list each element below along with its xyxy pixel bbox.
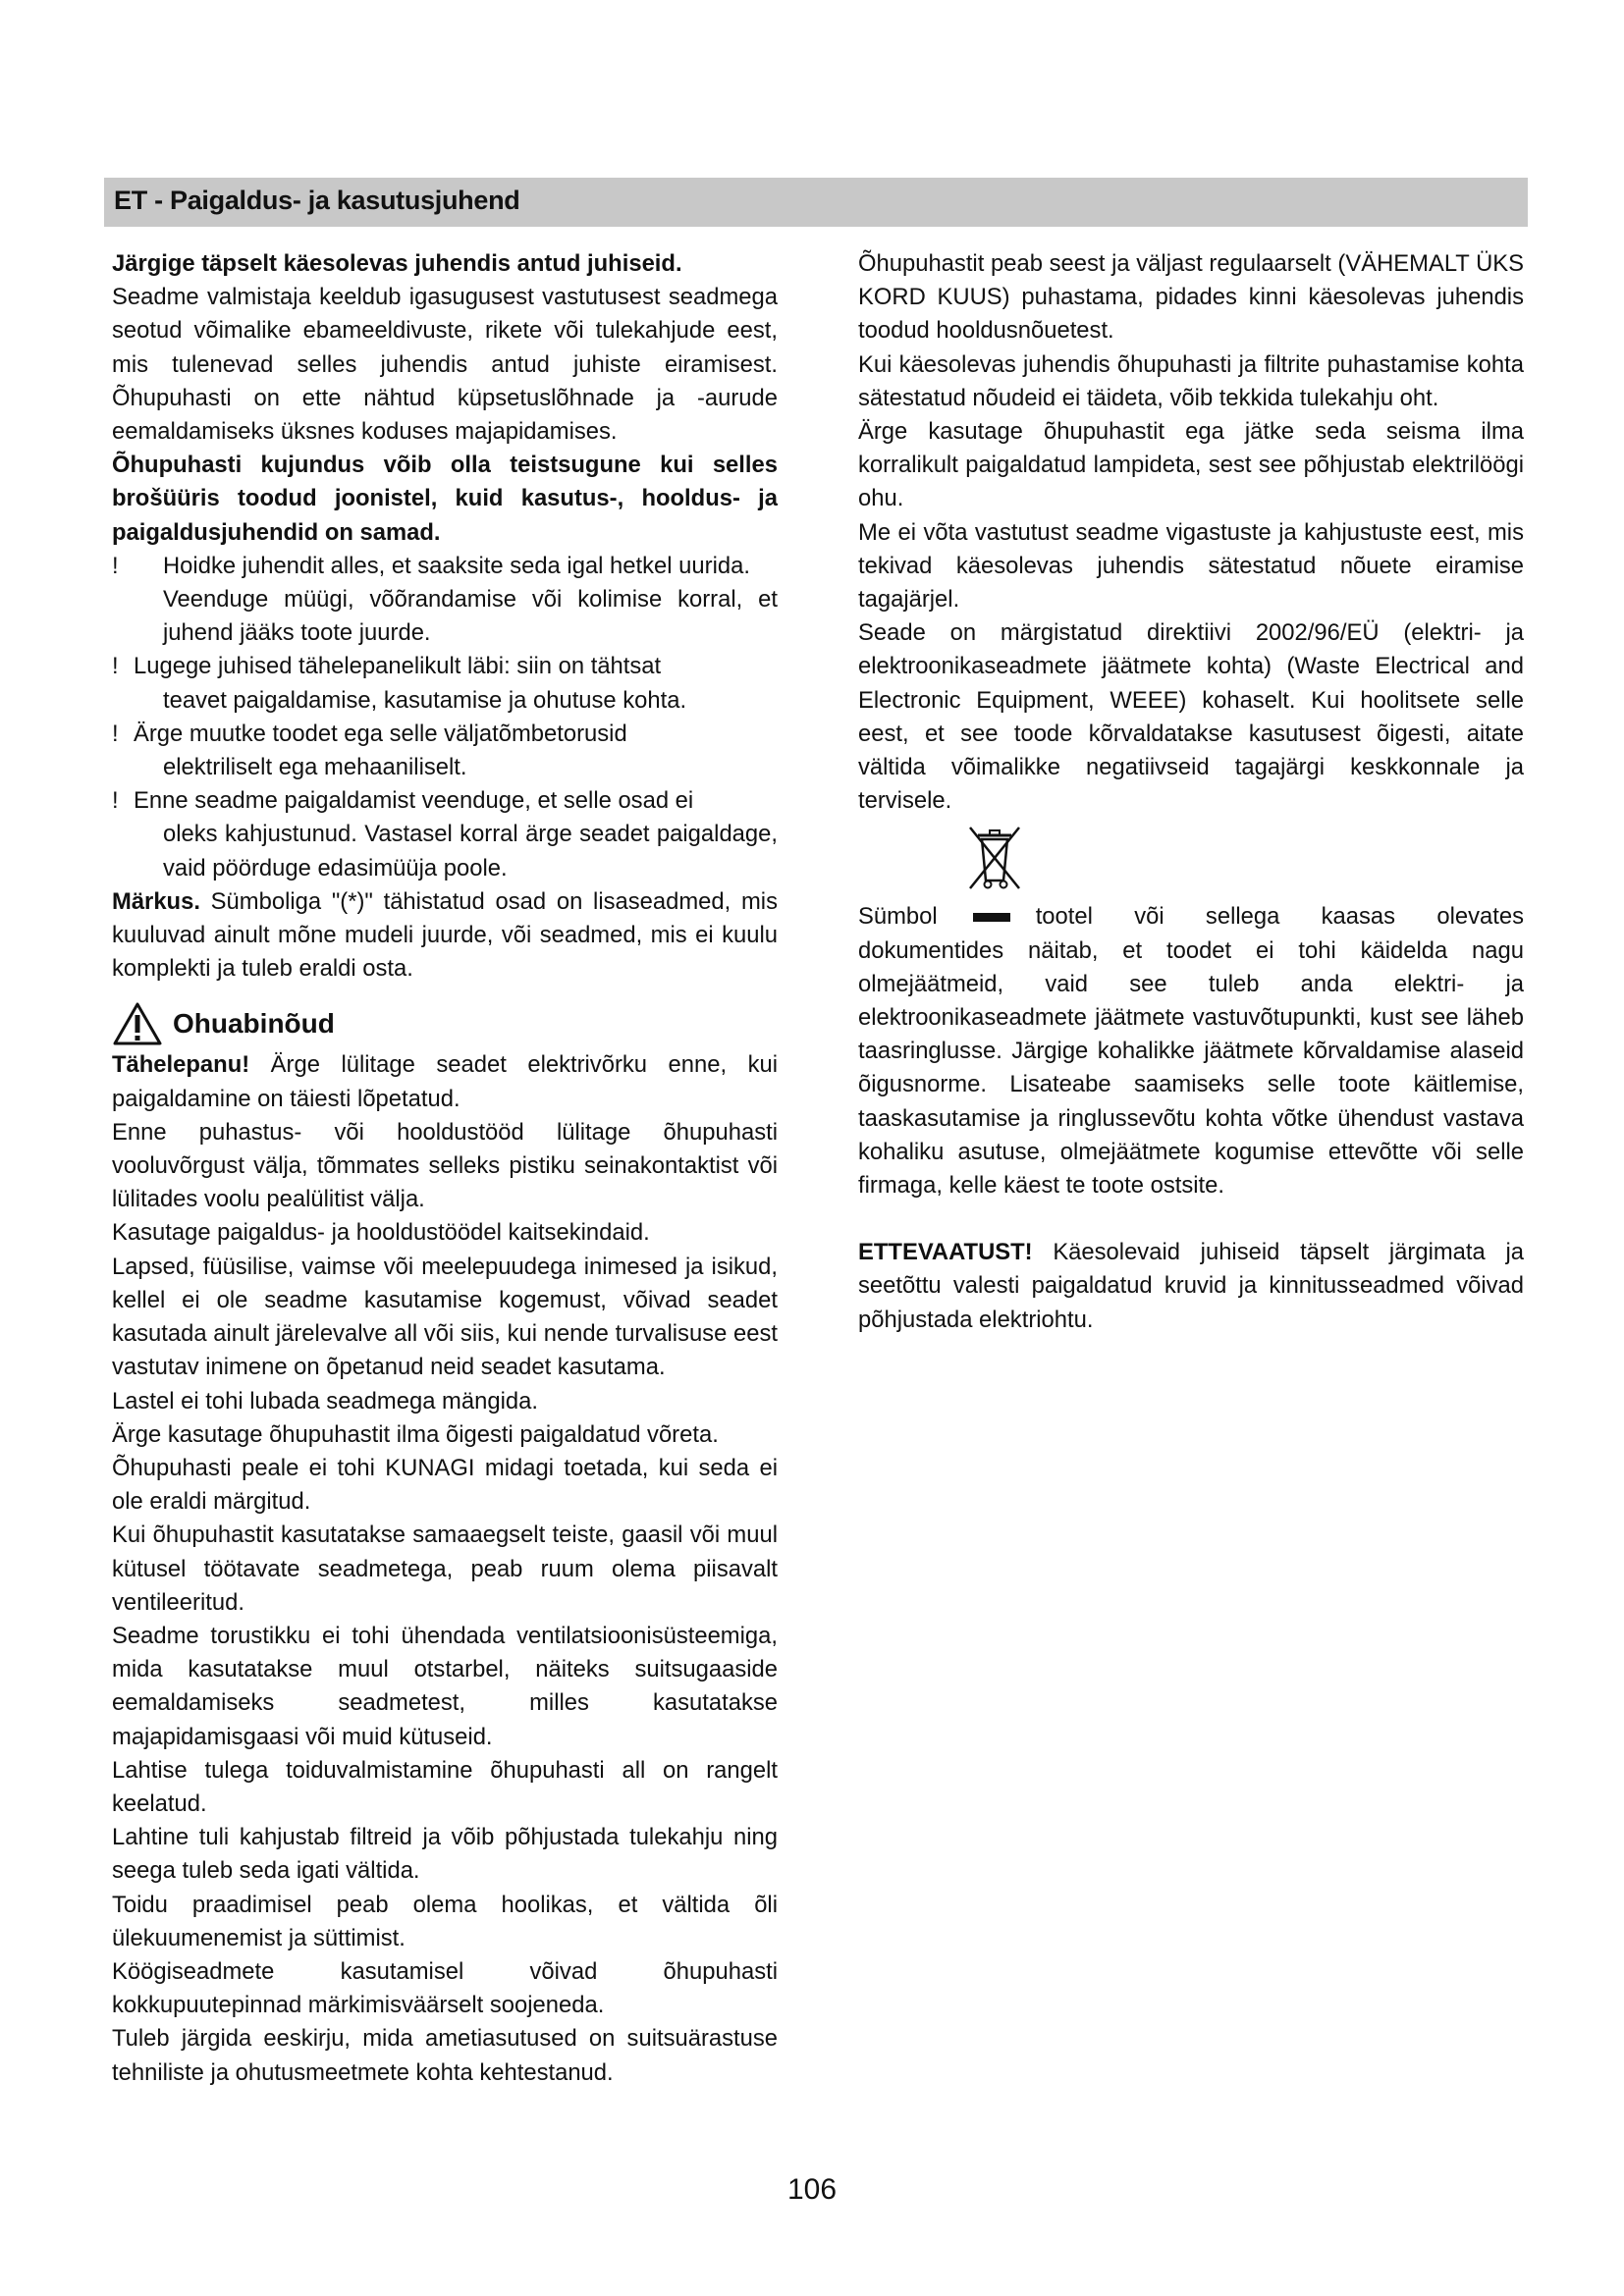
safety-paragraph: Lapsed, füüsilise, vaimse või meelepuudega inimesed ja isikud, kellel ei ole seadme kasutamise kogemust, võivad seadet kasutada ainult järelevalve all või siis, kui nende turvalisuse eest vastutav inimene on õpetanud neid seadet kasutama. — [112, 1253, 778, 1381]
bullet-continuation: Veenduge müügi, võõrandamise või kolimise korral, et juhend jääks toote juurde. — [163, 586, 778, 647]
safety-paragraph: Lahtise tulega toiduvalmistamine õhupuhasti all on rangelt keelatud. — [112, 1756, 778, 1817]
safety-paragraph: Köögiseadmete kasutamisel võivad õhupuhasti kokkupuutepinnad märkimisväärselt soojeneda. — [112, 1957, 778, 2019]
safety-paragraph: Toidu praadimisel peab olema hoolikas, et vältida õli ülekuumenemist ja süttimist. — [112, 1891, 778, 1951]
safety-paragraph: Enne puhastus- või hooldustööd lülitage õhupuhasti vooluvõrgust välja, tõmmates selleks pistiku seinakontaktist või lülitades voolu pealülitist välja. — [112, 1118, 778, 1213]
symbol-bar-icon — [973, 913, 1010, 922]
bullet-text: Enne seadme paigaldamist veenduge, et selle osad ei — [134, 787, 694, 815]
maintenance-paragraph: Õhupuhastit peab seest ja väljast regulaarselt (VÄHEMALT ÜKS KORD KUUS) puhastama, pidades kinni käesolevas juhendis toodud hooldusnõuetest. — [858, 250, 1524, 345]
caution-text: Käesolevaid juhiseid täpselt järgimata ja seetõttu valesti paigaldatud kruvid ja kinnitusseadmed võivad põhjustada elektriohtu. — [858, 1239, 1524, 1333]
caution-label: ETTEVAATUST! — [858, 1239, 1033, 1266]
maintenance-paragraph: Me ei võta vastutust seadme vigastuste ja kahjustuste eest, mis tekivad käesolevas juhendis sätestatud nõuete eiramise tagajärjel. — [858, 518, 1524, 614]
safety-paragraph: Õhupuhasti peale ei tohi KUNAGI midagi toetada, kui seda ei ole eraldi märgitud. — [112, 1454, 778, 1516]
bullet-text: Lugege juhised tähelepanelikult läbi: siin on tähtsat — [134, 653, 662, 680]
bullet-continuation: elektriliselt ega mehaaniliselt. — [163, 754, 467, 781]
safety-paragraph: Tuleb järgida eeskirju, mida ametiasutused on suitsuärastuse tehniliste ja ohutusmeetmete kohta kehtestanud. — [112, 2025, 778, 2086]
intro-text: Seadme valmistaja keeldub igasugusest vastutusest seadmega seotud võimalike ebameeldivuste, rikete või tulekahjude eest, mis tulenevad selles juhendis antud juhiste eiramisest. Õhupuhasti on ette nähtud küpsetuslõhnade ja -aurude eemaldamiseks üksnes koduses majapidamises. — [112, 284, 778, 446]
symbol-word: Sümbol — [858, 903, 938, 931]
page-number: 106 — [786, 2173, 838, 2206]
bullet-continuation: oleks kahjustunud. Vastasel korral ärge seadet paigaldage, vaid pöörduge edasimüüja poole. — [163, 821, 778, 881]
bullet-item — [112, 784, 778, 885]
bullet-item — [112, 650, 778, 717]
design-note: Õhupuhasti kujundus võib olla teistsugune kui selles brošüüris toodud joonistel, kuid kasutus-, hooldus- ja paigaldusjuhendid on samad. — [112, 452, 778, 546]
page-title: ET - Paigaldus- ja kasutusjuhend — [114, 186, 520, 215]
symbol-text-first: tootel või sellega kaasas olevates — [1035, 903, 1524, 931]
bullet-mark: ! — [112, 653, 119, 680]
attention-text: Ärge lülitage seadet elektrivõrku enne, kui paigaldamine on täiesti lõpetatud. — [112, 1051, 778, 1112]
symbol-text-rest: dokumentides näitab, et toodet ei tohi käidelda nagu olmejäätmeid, vaid see tuleb anda elektri- ja elektroonikaseadmete jäätmete vastuvõtupunkti, kust see läheb taasringlusse. Järgige kohalikke jäätmete kõrvaldamise alaseid õigusnorme. Lisateabe saamiseks selle toote käitlemise, taaskasutamise ja ringlussevõtu kohta võtke ühendust vastava kohaliku asutuse, olmejäätmete kogumise ettevõtte või selle firmaga, kelle käest te toote ostsite. — [858, 936, 1524, 1200]
weee-paragraph: Seade on märgistatud direktiivi 2002/96/EÜ (elektri- ja elektroonikaseadmete jäätmete kohta) (Waste Electrical and Electronic Equipment, WEEE) kohaselt. Kui hoolitsete selle eest, et see toode kõrvaldatakse kasutusest õigesti, aitate vältida võimalikke negatiivseid tagajärgi keskkonnale ja tervisele. — [858, 619, 1524, 815]
attention-paragraph — [112, 1048, 778, 1115]
intro-bold: Järgige täpselt käesolevas juhendis antud juhiseid. — [112, 250, 682, 277]
note-label: Märkus. — [112, 887, 200, 915]
bullet-item — [112, 550, 778, 651]
safety-heading-text: Ohuabinõud — [173, 1008, 335, 1040]
bullet-mark: ! — [112, 787, 119, 815]
bullet-mark: ! — [112, 720, 119, 747]
bullet-item — [112, 718, 778, 784]
attention-label: Tähelepanu! — [112, 1051, 250, 1079]
bullet-continuation: teavet paigaldamise, kasutamise ja ohutuse kohta. — [163, 686, 687, 714]
header-bar — [104, 178, 1528, 227]
safety-paragraph: Seadme torustikku ei tohi ühendada ventilatsioonisüsteemiga, mida kasutatakse muul otstarbel, näiteks suitsugaaside eemaldamiseks seadmetest, milles kasutatakse majapidamisgaasi või muid kütuseid. — [112, 1622, 778, 1750]
left-column — [112, 247, 778, 2090]
bullet-text: Hoidke juhendit alles, et saaksite seda igal hetkel uurida. — [163, 552, 750, 579]
note-paragraph — [112, 885, 778, 987]
safety-paragraph: Lahtine tuli kahjustab filtreid ja võib põhjustada tulekahju ning seega tuleb seda igati vältida. — [112, 1824, 778, 1885]
warning-triangle-icon — [112, 1001, 163, 1046]
caution-paragraph — [858, 1236, 1524, 1337]
note-text: Sümboliga "(*)" tähistatud osad on lisaseadmed, mis kuuluvad ainult mõne mudeli juurde, või seadmed, mis ei kuulu komplekti ja tuleb eraldi osta. — [112, 887, 778, 983]
safety-paragraph: Ärge kasutage õhupuhastit ilma õigesti paigaldatud võreta. — [112, 1420, 719, 1448]
bullet-mark: ! — [112, 552, 119, 579]
right-column — [858, 247, 1524, 1337]
symbol-line — [858, 900, 1524, 934]
safety-paragraph: Kasutage paigaldus- ja hooldustöödel kaitsekindaid. — [112, 1219, 650, 1247]
bullet-text: Ärge muutke toodet ega selle väljatõmbetorusid — [134, 720, 627, 747]
safety-paragraph: Kui õhupuhastit kasutatakse samaaegselt teiste, gaasil või muul kütusel töötavate seadmetega, peab ruum olema piisavalt ventileeritud. — [112, 1522, 778, 1616]
safety-paragraph: Lastel ei tohi lubada seadmega mängida. — [112, 1387, 538, 1415]
crossed-out-wheelie-bin-icon — [964, 822, 1025, 894]
maintenance-paragraph: Kui käesolevas juhendis õhupuhasti ja filtrite puhastamise kohta sätestatud nõudeid ei täideta, võib tekkida tulekahju oht. — [858, 350, 1524, 411]
safety-heading — [112, 999, 778, 1048]
maintenance-paragraph: Ärge kasutage õhupuhastit ega jätke seda seisma ilma korralikult paigaldatud lampideta, sest see põhjustab elektrilöögi ohu. — [858, 418, 1524, 512]
